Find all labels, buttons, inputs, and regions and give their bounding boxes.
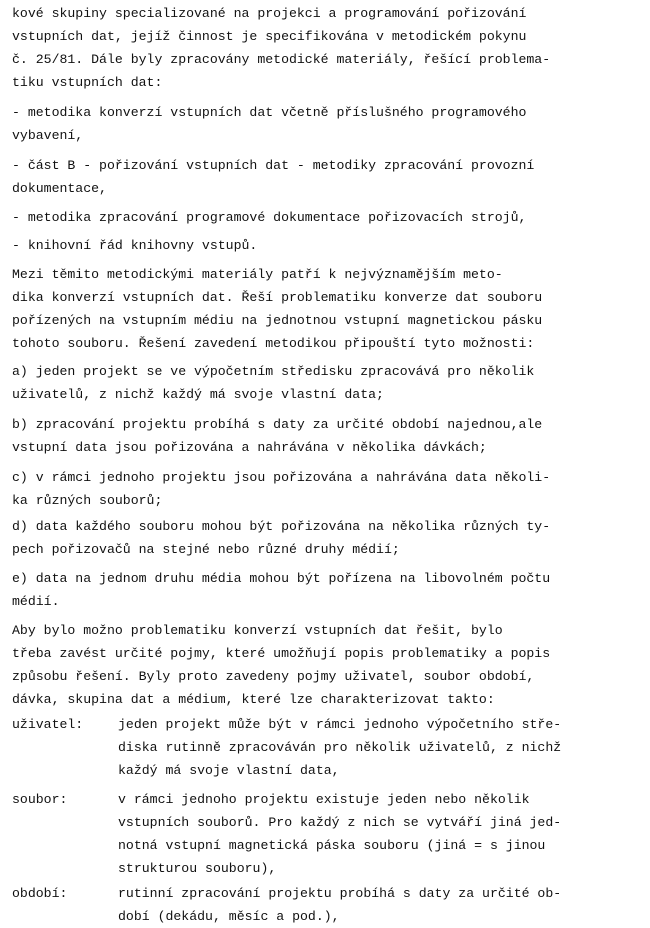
text-line: vybavení, (12, 128, 84, 143)
option-item (12, 360, 534, 406)
text-line: - knihovní řád knihovny vstupů. (12, 238, 258, 253)
text-line: dokumentace, (12, 181, 107, 196)
text-line: Mezi těmito metodickými materiály patří k nejvýznamějším meto- (12, 267, 503, 282)
text-line: - metodika konverzí vstupních dat včetně příslušného programového (12, 105, 527, 120)
text-line: každý má svoje vlastní data, (118, 763, 340, 778)
text-line: dávka, skupina dat a médium, které lze charakterizovat takto: (12, 692, 495, 707)
option-item (12, 567, 550, 613)
text-line: rutinní zpracování projektu probíhá s daty za určité ob- (118, 886, 562, 901)
text-line: uživatelů, z nichž každý má svoje vlastní data; (12, 387, 384, 402)
body-paragraph (12, 619, 550, 711)
text-line: vstupní data jsou pořizována a nahrávána v několika dávkách; (12, 440, 487, 455)
text-line: způsobu řešení. Byly proto zavedeny pojmy uživatel, soubor období, (12, 669, 535, 684)
text-line: tohoto souboru. Řešení zavedení metodikou připouští tyto možnosti: (12, 336, 535, 351)
intro-paragraph (12, 2, 550, 94)
text-line: dika konverzí vstupních dat. Řeší problematiku konverze dat souboru (12, 290, 543, 305)
definition-text (118, 882, 561, 928)
text-line: ka různých souborů; (12, 493, 163, 508)
bullet-item (12, 154, 534, 200)
bullet-item (12, 101, 526, 147)
text-line: d) data každého souboru mohou být pořizována na několika různých ty- (12, 519, 551, 534)
text-line: e) data na jednom druhu média mohou být pořízena na libovolném počtu (12, 571, 551, 586)
text-line: diska rutinně zpracováván pro několik uživatelů, z nichž (118, 740, 562, 755)
text-line: b) zpracování projektu probíhá s daty za určité období najednou,ale (12, 417, 543, 432)
definition-term: uživatel: (12, 717, 84, 732)
definition-text (118, 788, 561, 880)
text-line: Aby bylo možno problematiku konverzí vstupních dat řešit, bylo (12, 623, 503, 638)
option-item (12, 413, 542, 459)
text-line: pech pořizovačů na stejné nebo různé druhy médií; (12, 542, 400, 557)
text-line: strukturou souboru), (118, 861, 277, 876)
text-line: v rámci jednoho projektu existuje jeden nebo několik (118, 792, 530, 807)
definition-term: soubor: (12, 792, 68, 807)
text-line: kové skupiny specializované na projekci a programování pořizování (12, 6, 527, 21)
option-item (12, 515, 550, 561)
text-line: vstupních souborů. Pro každý z nich se vytváří jiná jed- (118, 815, 562, 830)
text-line: jeden projekt může být v rámci jednoho výpočetního stře- (118, 717, 562, 732)
definition-term: období: (12, 886, 68, 901)
text-line: - metodika zpracování programové dokumentace pořizovacích strojů, (12, 210, 527, 225)
option-item (12, 466, 550, 512)
text-line: - část B - pořizování vstupních dat - metodiky zpracování provozní (12, 158, 535, 173)
text-line: notná vstupní magnetická páska souboru (jiná = s jinou (118, 838, 546, 853)
text-line: tiku vstupních dat: (12, 75, 163, 90)
body-paragraph (12, 263, 542, 355)
text-line: vstupních dat, jejíž činnost je specifikována v metodickém pokynu (12, 29, 527, 44)
text-line: dobí (dekádu, měsíc a pod.), (118, 909, 340, 924)
text-line: c) v rámci jednoho projektu jsou pořizována a nahrávána data několi- (12, 470, 551, 485)
text-line: médií. (12, 594, 60, 609)
text-line: třeba zavést určité pojmy, které umožňují popis problematiky a popis (12, 646, 551, 661)
text-line: č. 25/81. Dále byly zpracovány metodické materiály, řešící problema- (12, 52, 551, 67)
definition-text (118, 713, 561, 782)
bullet-item (12, 206, 526, 229)
text-line: pořízených na vstupním médiu na jednotnou vstupní magnetickou pásku (12, 313, 543, 328)
bullet-item (12, 234, 257, 257)
text-line: a) jeden projekt se ve výpočetním středisku zpracovává pro několik (12, 364, 535, 379)
